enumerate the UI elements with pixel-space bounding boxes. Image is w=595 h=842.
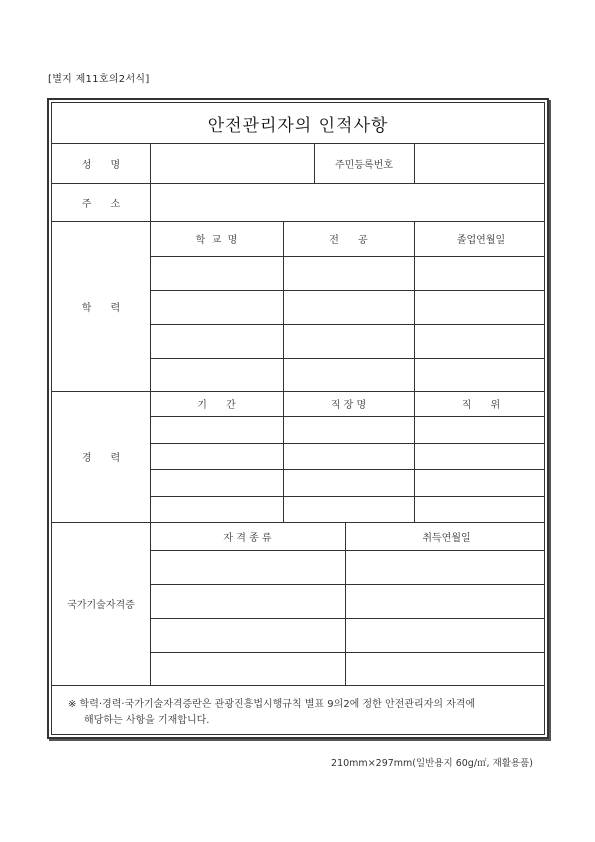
resident-number-label: 주민등록번호: [335, 159, 393, 171]
form-title: 안전관리자의 인적사항: [207, 115, 389, 136]
address-field[interactable]: [151, 183, 547, 221]
education-label: 학 력: [81, 302, 121, 314]
position-header: 직 위: [461, 400, 501, 411]
name-label: 성 명: [81, 159, 121, 171]
form-code: [별지 제11호의2서식]: [48, 74, 150, 85]
paper-spec: 210mm×297mm(일반용지 60g/㎡, 재활용품): [331, 758, 533, 769]
major-header: 전 공: [329, 235, 368, 246]
period-header: 기 간: [197, 400, 236, 411]
school-name-header: 학 교 명: [195, 235, 238, 246]
acquisition-date-header: 취득연월일: [422, 532, 471, 544]
graduation-date-header: 졸업연월일: [456, 235, 506, 246]
form-table: [51, 102, 545, 735]
form-frame: [47, 98, 549, 739]
workplace-header: 직 장 명: [330, 400, 367, 411]
resident-number-field[interactable]: [415, 143, 547, 183]
name-field[interactable]: [151, 143, 314, 183]
address-label: 주 소: [81, 198, 121, 210]
certificate-type-header: 자 격 종 류: [223, 532, 272, 544]
form-note: [68, 697, 542, 729]
note-line-1: ※ 학력·경력·국가기술자격증란은 관광진흥법시행규칙 별표 9의2에 정한 안전관리자의 자격에: [68, 699, 476, 710]
note-line-2: 해당하는 사항을 기재합니다.: [84, 715, 210, 726]
career-label: 경 력: [81, 453, 121, 464]
certificate-label: 국가기술자격증: [67, 600, 135, 611]
